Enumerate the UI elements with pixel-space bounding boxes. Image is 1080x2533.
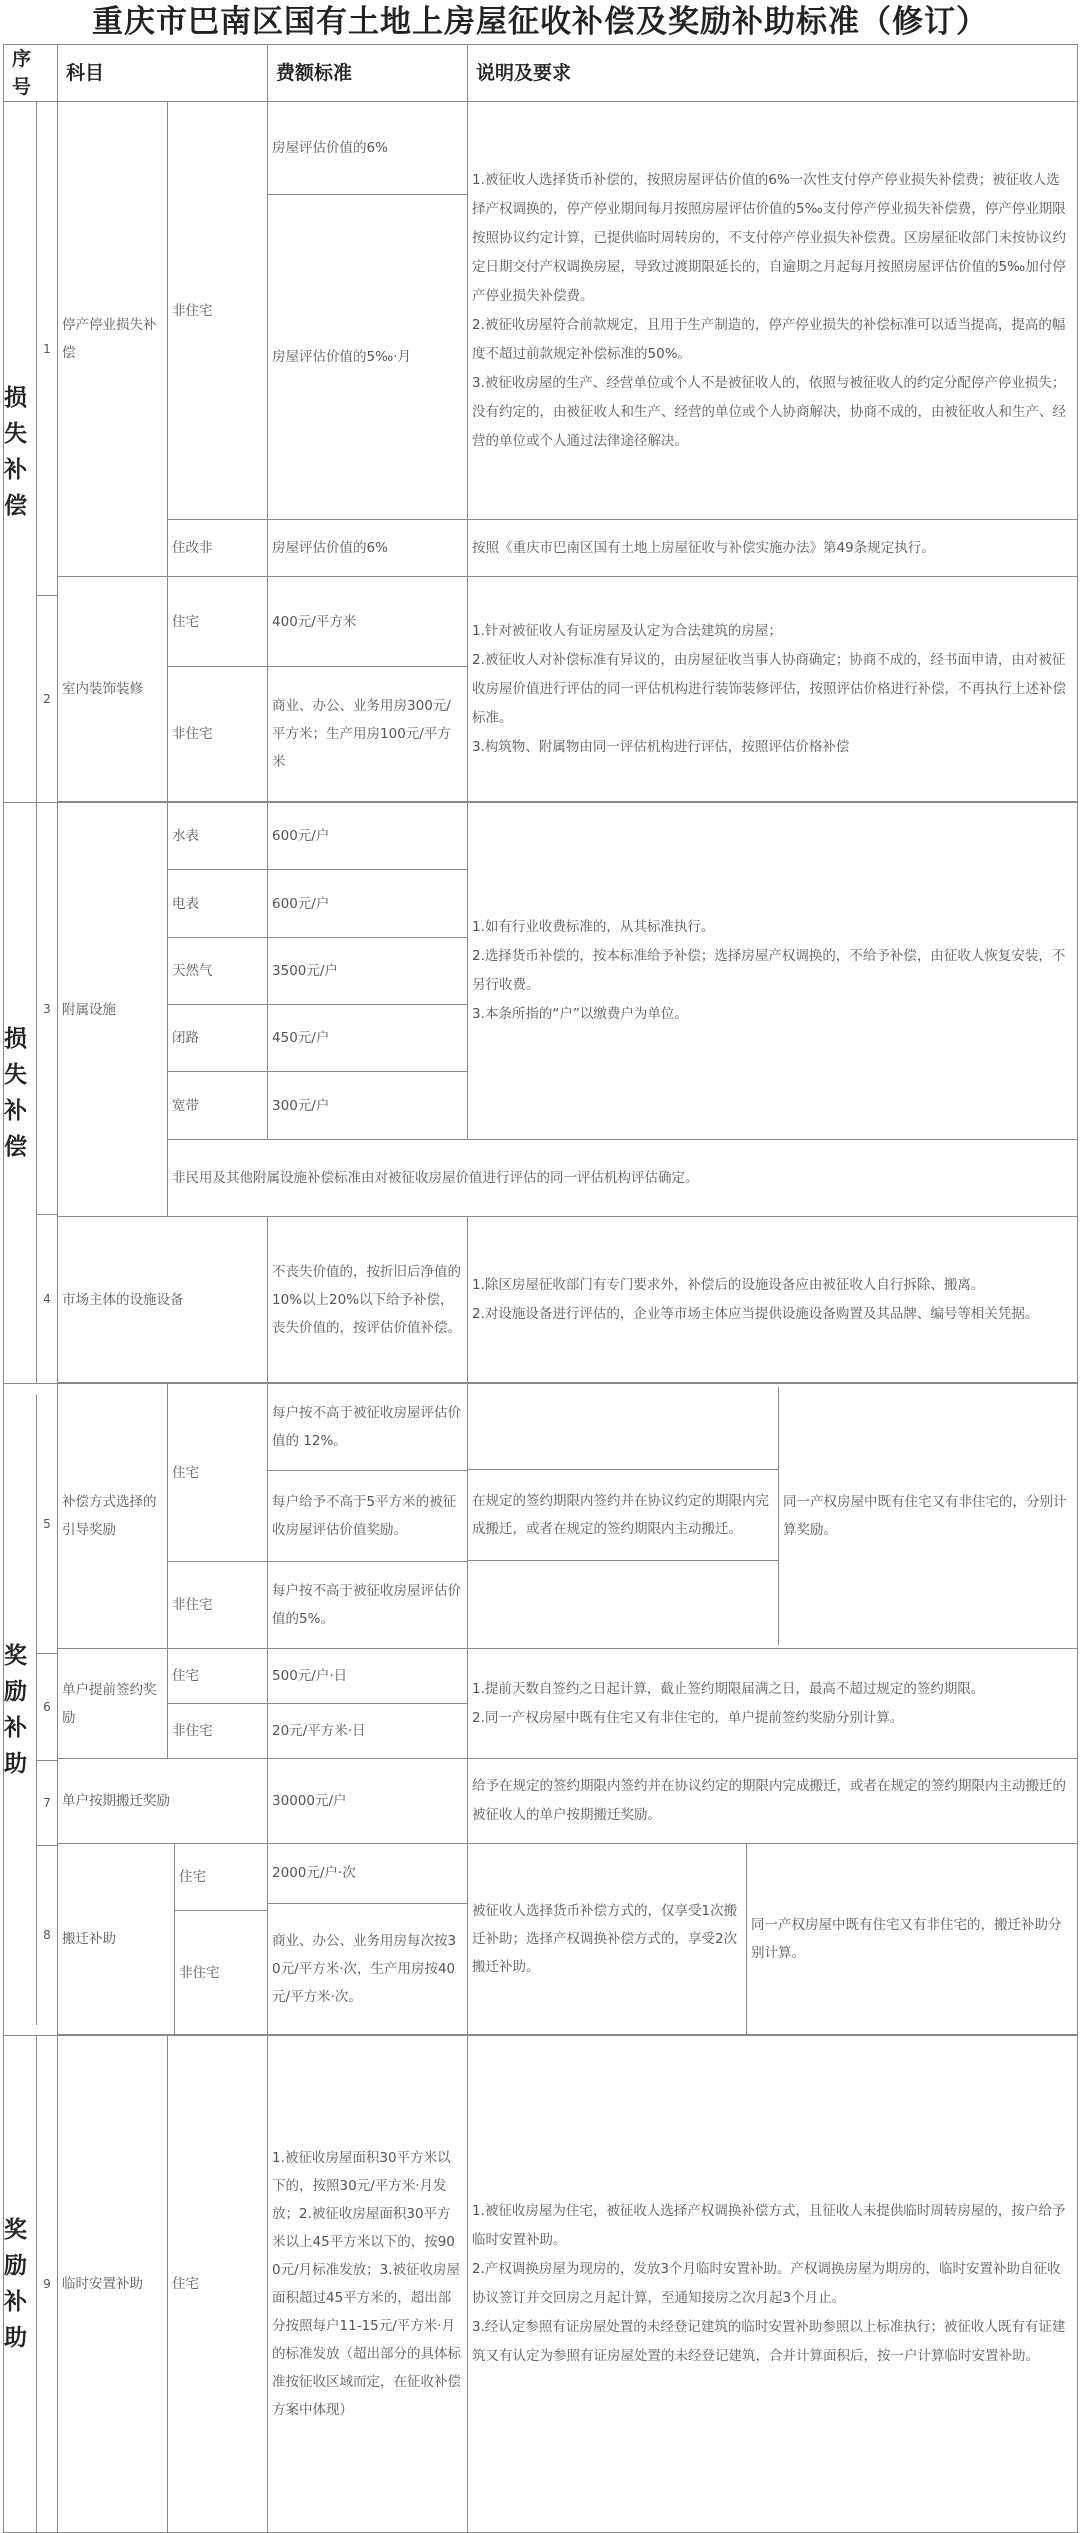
explanation-line: 2.对设施设备进行评估的，企业等市场主体应当提供设施设备购置及其品牌、编号等相关凭据。	[472, 1305, 1039, 1322]
row-number: 3	[37, 803, 57, 1215]
sub-subject: 住宅	[168, 1384, 268, 1562]
sub-subject: 非住宅	[179, 1964, 220, 1981]
category-label: 奖励补助	[4, 2036, 37, 2532]
explanation-line: 3.本条所指的“户”以缴费户为单位。	[472, 1005, 688, 1022]
header-subject: 科目	[58, 45, 268, 102]
standard-cell: 450元/户	[268, 1005, 468, 1072]
header-standard: 费额标准	[268, 45, 468, 102]
table-row	[4, 2036, 1078, 2533]
subject-cell	[58, 102, 168, 577]
table-row	[4, 1649, 1078, 1704]
category-label: 损失补偿	[4, 803, 37, 1383]
sub-subject: 非住宅	[168, 1704, 268, 1759]
standard-cell: 每户按不高于被征收房屋评估价值的 12%。	[268, 1384, 468, 1471]
category-cell	[4, 2036, 58, 2533]
explanation-line: 1.如有行业收费标准的，从其标准执行。	[472, 918, 715, 935]
explanation-line: 2.产权调换房屋为现房的，发放3个月临时安置补助。产权调换房屋为期房的，临时安置补助自征收协议签订并交回房之月起计算，至通知接房之次月起3个月止。	[472, 2261, 1061, 2306]
explanation-line: 1.被征收人选择货币补偿的，按照房屋评估价值的6%一次性支付停产停业损失补偿费；被征收人选择产权调换的，停产停业期间每月按照房屋评估价值的5‰支付停产停业损失补偿费，停产停业期限按照协议约定计算，已提供临时周转房的，不支付停产停业损失补偿费。区房屋征收部门未按协议约定日期交付产权调换房屋，导致过渡期限延长的，自逾期之月起每月按照房屋评估价值的5‰加付停产停业损失补偿费。	[472, 171, 1067, 304]
explanation-line: 2.被征收人对补偿标准有异议的，由房屋征收当事人协商确定；协商不成的，经书面申请，由对被征收房屋价值进行评估的同一评估机构进行装饰装修评估，按照评估价格进行补偿，不再执行上述补偿标准。	[472, 651, 1067, 726]
explanation-line: 被征收人选择货币补偿方式的，仅享受1次搬迁补助；选择产权调换补偿方式的，享受2次搬迁补助。	[468, 1844, 747, 2034]
explanation-cell	[468, 577, 1078, 802]
header-num: 序号	[4, 45, 58, 102]
subject-label: 补偿方式选择的引导奖励	[58, 1384, 168, 1649]
subject-label: 临时安置补助	[58, 2036, 168, 2533]
explanation-cell	[468, 803, 1078, 1140]
explanation-cell	[468, 1844, 1078, 2035]
subject-label: 室内装饰装修	[58, 577, 168, 802]
sub-subject: 住宅	[168, 2036, 268, 2533]
row-number: 8	[43, 1928, 51, 1942]
subject-label: 单户按期搬迁奖励	[58, 1759, 268, 1844]
explanation-line: 1.被征收房屋为住宅，被征收人选择产权调换补偿方式，且征收人未提供临时周转房屋的，按户给予临时安置补助。	[472, 2203, 1066, 2248]
sub-subject: 住改非	[168, 520, 268, 577]
explanation-cell: 给予在规定的签约期限内签约并在协议约定的期限内完成搬迁，或者在规定的签约期限内主动搬迁的被征收人的单户按期搬迁奖励。	[468, 1759, 1078, 1844]
explanation-line: 3.经认定参照有证房屋处置的未经登记建筑的临时安置补助参照以上标准执行；被征收人既有有证建筑又有认定为参照有证房屋处置的未经登记建筑，合并计算面积后，按一户计算临时安置补助。	[472, 2319, 1066, 2364]
row-number: 1	[37, 102, 57, 596]
standards-table	[3, 44, 1078, 2533]
explanation-cell	[468, 1384, 1078, 1649]
explanation-cell	[468, 2036, 1078, 2533]
facility-name: 宽带	[168, 1072, 268, 1139]
explanation-cell	[468, 102, 1078, 520]
table-row	[4, 102, 1078, 195]
explanation-line: 1.除区房屋征收部门有专门要求外，补偿后的设施设备应由被征收人自行拆除、搬离。	[472, 1276, 985, 1293]
explanation-line: 在规定的签约期限内签约并在协议约定的期限内完成搬迁，或者在规定的签约期限内主动搬迁。	[468, 1470, 778, 1561]
category-label: 奖励补助	[4, 1395, 37, 2025]
explanation-line: 2.同一产权房屋中既有住宅又有非住宅的，单户提前签约奖励分别计算。	[472, 1709, 904, 1726]
standard-cell: 30000元/户	[268, 1759, 468, 1844]
standard-cell: 300元/户	[268, 1072, 468, 1139]
standard-cell: 不丧失价值的，按折旧后净值的10%以上20%以下给予补偿，丧失价值的，按评估价值补偿。	[268, 1217, 468, 1383]
table-row	[4, 1384, 1078, 1471]
page-title: 重庆市巴南区国有土地上房屋征收补偿及奖励补助标准（修订）	[92, 4, 988, 40]
standard-cell: 房屋评估价值的6%	[268, 520, 468, 577]
table-row	[4, 803, 1078, 870]
row-number: 2	[43, 692, 51, 706]
facility-name: 水表	[168, 803, 268, 870]
facility-name: 电表	[168, 870, 268, 937]
explanation-cell	[468, 1217, 1078, 1383]
subject-label: 附属设施	[58, 803, 168, 1217]
facility-name: 天然气	[168, 937, 268, 1004]
row-number: 7	[37, 1761, 57, 1846]
subject-cell	[58, 1844, 268, 2035]
row-number: 6	[37, 1654, 57, 1761]
explanation-cell: 按照《重庆市巴南区国有土地上房屋征收与补偿实施办法》第49条规定执行。	[468, 520, 1078, 577]
subject-label: 搬迁补助	[58, 1844, 175, 2034]
category-label: 损失补偿	[4, 102, 37, 802]
standard-cell: 房屋评估价值的5‰·月	[268, 195, 468, 520]
standard-cell: 600元/户	[268, 870, 468, 937]
explanation-line: 3.被征收房屋的生产、经营单位或个人不是被征收人的，依照与被征收人的约定分配停产停业损失；没有约定的，由被征收人和生产、经营的单位或个人协商解决，协商不成的，由被征收人和生产、经营的单位或个人通过法律途径解决。	[472, 374, 1067, 449]
standard-cell: 房屋评估价值的6%	[268, 102, 468, 195]
table-row	[4, 1217, 1078, 1383]
standard-cell: 商业、办公、业务用房每次按30元/平方米·次，生产用房按40元/平方米·次。	[268, 1903, 468, 2034]
category-cell	[4, 102, 58, 803]
standard-cell: 商业、办公、业务用房300元/平方米；生产用房100元/平方米	[268, 667, 468, 802]
subject-label: 市场主体的设施设备	[58, 1217, 268, 1383]
sub-subject: 非住宅	[168, 1562, 268, 1649]
standard-cell: 1.被征收房屋面积30平方米以下的，按照30元/平方米·月发放；2.被征收房屋面积30平方米以上45平方米以下的，按900元/月标准发放；3.被征收房屋面积超过45平方米的，超出部分按照每户11-15元/平方米·月的标准发放（超出部分的具体标准按征收区域而定，在征收补偿方案中体现）	[268, 2036, 468, 2533]
facility-note: 非民用及其他附属设施补偿标准由对被征收房屋价值进行评估的同一评估机构评估确定。	[168, 1139, 1078, 1216]
explanation-line: 2.被征收房屋符合前款规定，且用于生产制造的，停产停业损失的补偿标准可以适当提高，提高的幅度不超过前款规定补偿标准的50%。	[472, 316, 1066, 362]
standard-cell: 400元/平方米	[268, 577, 468, 667]
explanation-line: 同一产权房屋中既有住宅又有非住宅的，搬迁补助分别计算。	[751, 1917, 1062, 1961]
sub-subject: 住宅	[168, 1649, 268, 1704]
sub-subject: 非住宅	[168, 667, 268, 802]
table-row	[4, 577, 1078, 667]
standard-cell: 600元/户	[268, 803, 468, 870]
table-row	[4, 1844, 1078, 1904]
row-number: 5	[37, 1395, 57, 1654]
standard-cell: 500元/户·日	[268, 1649, 468, 1704]
row-number: 9	[43, 2277, 51, 2291]
explanation-line: 同一产权房屋中既有住宅又有非住宅的，分别计算奖励。	[783, 1494, 1067, 1538]
explanation-line: 1.针对被征收人有证房屋及认定为合法建筑的房屋；	[472, 622, 782, 639]
standard-cell: 每户给予不高于5平方米的被征收房屋评估价值奖励。	[268, 1471, 468, 1562]
explanation-line: 3.构筑物、附属物由同一评估机构进行评估，按照评估价格补偿	[472, 738, 850, 755]
explanation-line: 1.提前天数自签约之日起计算，截止签约期限届满之日，最高不超过规定的签约期限。	[472, 1680, 985, 1697]
standard-cell: 20元/平方米·日	[268, 1704, 468, 1759]
table-header-row	[4, 45, 1078, 102]
standard-cell: 2000元/户·次	[268, 1844, 468, 1904]
facility-name: 闭路	[168, 1005, 268, 1072]
category-cell	[4, 803, 58, 1384]
row-number: 4	[43, 1292, 51, 1306]
header-explanation: 说明及要求	[468, 45, 1078, 102]
table-row	[4, 1759, 1078, 1844]
sub-subject: 住宅	[175, 1844, 267, 1911]
explanation-cell	[468, 1649, 1078, 1759]
subject-label: 单户提前签约奖励	[58, 1649, 168, 1759]
standard-cell: 3500元/户	[268, 937, 468, 1004]
explanation-line: 2.选择货币补偿的，按本标准给予补偿；选择房屋产权调换的，不给予补偿，由征收人恢复安装，不另行收费。	[472, 947, 1066, 993]
category-cell	[4, 1384, 58, 2036]
sub-subject: 住宅	[168, 577, 268, 667]
subject-label: 停产停业损失补偿	[62, 317, 157, 361]
standard-cell: 每户按不高于被征收房屋评估价值的5%。	[268, 1562, 468, 1649]
sub-subject: 非住宅	[168, 102, 268, 520]
